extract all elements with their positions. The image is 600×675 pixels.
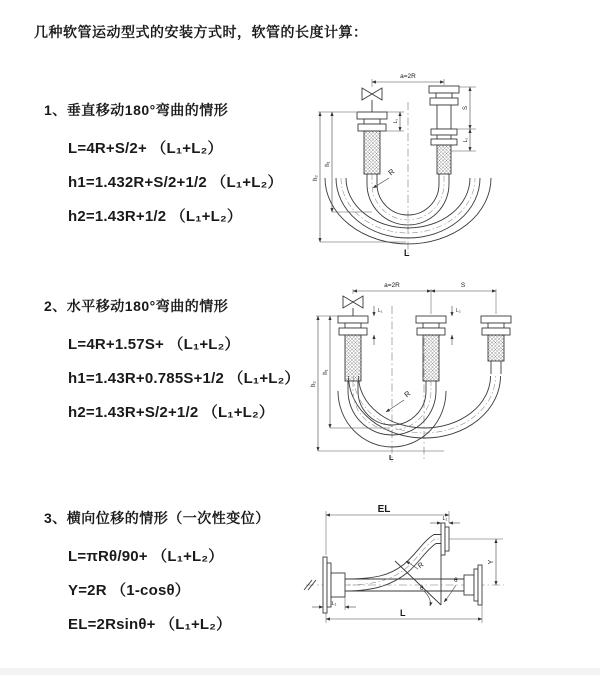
diagram-1-svg bbox=[310, 66, 590, 262]
dimension-s bbox=[431, 282, 496, 291]
section-1-formulas bbox=[68, 132, 283, 234]
left-pipe-assembly bbox=[338, 308, 368, 381]
section-2-formulas bbox=[68, 328, 300, 430]
dimension-a-2r bbox=[372, 73, 444, 87]
dim-label-l-bottom: L bbox=[404, 248, 410, 258]
dim-label-h2: h₂ bbox=[313, 175, 319, 181]
section-3 bbox=[44, 508, 270, 642]
dim-label-l1-bottom: L₁ bbox=[331, 601, 337, 607]
section-2-heading: 2、水平移动180°弯曲的情形 bbox=[44, 298, 229, 314]
angle-label-theta-1: θ bbox=[420, 585, 424, 592]
right-pipe-assembly bbox=[481, 316, 511, 361]
dim-label-h2: h₂ bbox=[311, 381, 317, 387]
right-pipe-assembly bbox=[429, 86, 459, 174]
formula-line: h2=1.43R+S/2+1/2 （L₁+L₂） bbox=[68, 404, 275, 421]
dim-label-l1: L₁ bbox=[378, 308, 383, 314]
dim-label-l2: L₂ bbox=[456, 308, 461, 314]
diagram-lateral-displacement bbox=[296, 497, 596, 659]
formula-line: Y=2R （1-cosθ） bbox=[68, 582, 190, 599]
dim-label-l2: L₂ bbox=[463, 137, 469, 143]
left-pipe-assembly bbox=[357, 100, 387, 174]
dim-label-s: S bbox=[460, 282, 466, 289]
dimension-a-2r bbox=[353, 282, 496, 314]
formula-line: h1=1.432R+S/2+1/2 （L₁+L₂） bbox=[68, 174, 283, 191]
diagram-horizontal-180-bend bbox=[310, 276, 590, 468]
dim-label-h1: h₁ bbox=[325, 161, 331, 167]
section-3-heading: 3、横向位移的情形（一次性变位） bbox=[44, 510, 270, 526]
formula-line: L=πRθ/90+ （L₁+L₂） bbox=[68, 548, 224, 565]
formula-line: L=4R+S/2+ （L₁+L₂） bbox=[68, 140, 223, 157]
dim-label-el: EL bbox=[377, 504, 391, 515]
dimension-l1-bottom bbox=[312, 597, 356, 610]
dim-label-a2r: a=2R bbox=[400, 73, 416, 80]
dimension-l2 bbox=[463, 129, 470, 151]
dim-label-a2r: a=2R bbox=[384, 282, 400, 289]
diagram-2-svg bbox=[310, 276, 590, 468]
valve-icon bbox=[343, 296, 363, 308]
dim-label-l1-top: L₁ bbox=[442, 516, 448, 522]
dim-label-l-bottom: L bbox=[389, 453, 394, 462]
diagram-3-svg bbox=[296, 497, 596, 659]
dimension-l1-top bbox=[430, 516, 460, 523]
radius-leader bbox=[406, 561, 425, 570]
dim-label-h1: h₁ bbox=[323, 369, 329, 375]
formula-line: EL=2Rsinθ+ （L₁+L₂） bbox=[68, 616, 232, 633]
formula-line: h1=1.43R+0.785S+1/2 （L₁+L₂） bbox=[68, 370, 300, 387]
dimension-l2 bbox=[452, 306, 461, 345]
dim-label-s: S bbox=[463, 105, 469, 111]
dim-label-r: R bbox=[402, 388, 413, 400]
dim-label-y: Y bbox=[488, 559, 495, 565]
section-3-formulas bbox=[68, 540, 270, 642]
valve-icon bbox=[362, 88, 382, 100]
section-1-heading: 1、垂直移动180°弯曲的情形 bbox=[44, 102, 229, 118]
section-2 bbox=[44, 296, 300, 430]
dimension-l1 bbox=[374, 306, 383, 345]
top-flange bbox=[441, 523, 503, 555]
radius-leader bbox=[386, 389, 413, 412]
formula-line: h2=1.43R+1/2 （L₁+L₂） bbox=[68, 208, 243, 225]
dimension-el bbox=[326, 504, 449, 555]
s-curve-hose bbox=[345, 535, 441, 592]
page-title: 几种软管运动型式的安装方式时，软管的长度计算： bbox=[34, 24, 368, 40]
dim-label-l: L bbox=[400, 608, 406, 618]
page-bottom-edge bbox=[0, 668, 600, 675]
right-flange bbox=[464, 565, 482, 605]
angle-label-theta-2: θ bbox=[454, 577, 458, 584]
dimension-l bbox=[326, 605, 482, 623]
section-1 bbox=[44, 100, 283, 234]
formula-line: L=4R+1.57S+ （L₁+L₂） bbox=[68, 336, 240, 353]
dim-label-r: R bbox=[417, 561, 426, 571]
angle-theta bbox=[395, 555, 458, 606]
dimension-y bbox=[488, 539, 496, 585]
dim-label-l1: L₁ bbox=[393, 118, 399, 124]
diagram-vertical-180-bend bbox=[310, 66, 590, 262]
dim-label-r: R bbox=[386, 166, 397, 178]
middle-pipe-assembly bbox=[416, 316, 446, 381]
